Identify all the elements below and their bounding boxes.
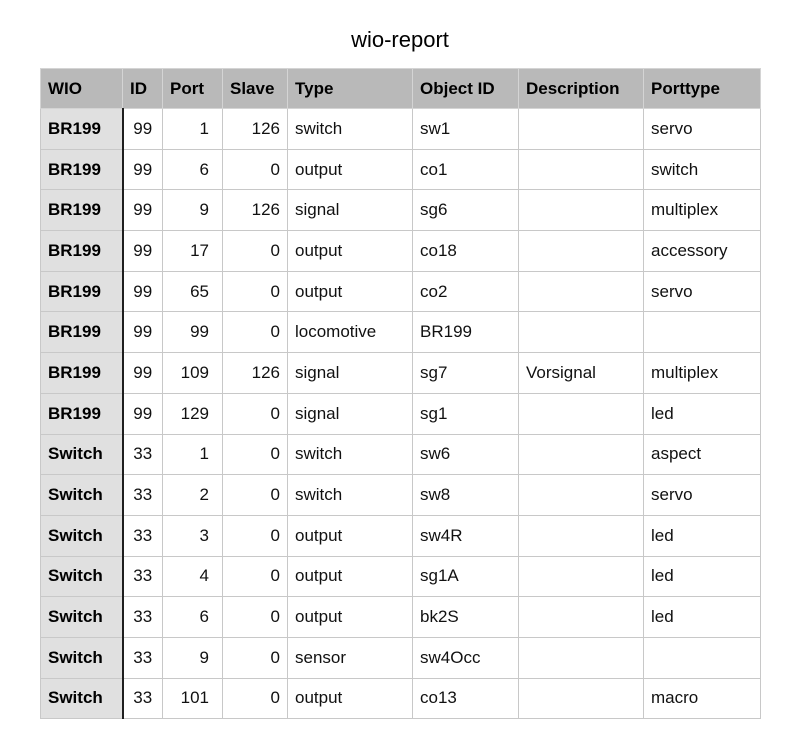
table-cell: switch <box>288 109 413 150</box>
table-cell: switch <box>288 434 413 475</box>
table-cell: multiplex <box>644 190 761 231</box>
table-row <box>41 149 761 190</box>
table-row <box>41 190 761 231</box>
page-title: wio-report <box>351 27 449 52</box>
table-cell: 33 <box>123 475 163 516</box>
table-cell: sg7 <box>413 353 519 394</box>
row-header-cell: Switch <box>41 434 123 475</box>
table-cell <box>519 556 644 597</box>
table-cell: 9 <box>163 637 223 678</box>
table-row <box>41 271 761 312</box>
column-header-id: ID <box>123 69 163 109</box>
row-header-cell: Switch <box>41 556 123 597</box>
table-cell: 0 <box>223 475 288 516</box>
table-row <box>41 109 761 150</box>
table-cell: servo <box>644 475 761 516</box>
table-row <box>41 637 761 678</box>
table-cell: 99 <box>123 312 163 353</box>
header-row <box>41 69 761 109</box>
table-cell: accessory <box>644 231 761 272</box>
table-cell: sensor <box>288 637 413 678</box>
table-cell <box>519 597 644 638</box>
table-cell: sw4Occ <box>413 637 519 678</box>
table-row <box>41 231 761 272</box>
row-header-cell: Switch <box>41 515 123 556</box>
table-row <box>41 434 761 475</box>
table-cell: 9 <box>163 190 223 231</box>
table-row <box>41 353 761 394</box>
table-cell: sw6 <box>413 434 519 475</box>
table-cell: 33 <box>123 678 163 719</box>
table-cell <box>519 434 644 475</box>
table-cell: 2 <box>163 475 223 516</box>
table-cell: co2 <box>413 271 519 312</box>
table-cell: 6 <box>163 149 223 190</box>
table-cell: signal <box>288 353 413 394</box>
table-cell: 33 <box>123 597 163 638</box>
table-cell: multiplex <box>644 353 761 394</box>
table-cell: aspect <box>644 434 761 475</box>
table-cell <box>519 109 644 150</box>
table-row <box>41 393 761 434</box>
row-header-cell: BR199 <box>41 149 123 190</box>
table-cell: sw4R <box>413 515 519 556</box>
wio-report-table <box>40 68 761 719</box>
table-cell: BR199 <box>413 312 519 353</box>
table-cell: 33 <box>123 556 163 597</box>
table-cell: switch <box>644 149 761 190</box>
table-cell: locomotive <box>288 312 413 353</box>
table-row <box>41 678 761 719</box>
table-cell: macro <box>644 678 761 719</box>
table-cell: 0 <box>223 597 288 638</box>
table-cell <box>519 312 644 353</box>
table-cell <box>644 312 761 353</box>
table-cell: output <box>288 678 413 719</box>
table-cell: co18 <box>413 231 519 272</box>
table-cell: signal <box>288 393 413 434</box>
column-header-port: Port <box>163 69 223 109</box>
row-header-cell: BR199 <box>41 190 123 231</box>
table-cell: 99 <box>123 149 163 190</box>
table-cell: led <box>644 393 761 434</box>
table-cell <box>519 678 644 719</box>
table-cell: 33 <box>123 515 163 556</box>
table-cell: 0 <box>223 678 288 719</box>
table-cell: sg1A <box>413 556 519 597</box>
table-cell: 99 <box>123 231 163 272</box>
table-cell: servo <box>644 271 761 312</box>
table-cell: 3 <box>163 515 223 556</box>
table-cell: 101 <box>163 678 223 719</box>
table-cell: led <box>644 597 761 638</box>
row-header-cell: BR199 <box>41 109 123 150</box>
table-cell: switch <box>288 475 413 516</box>
table-cell: 6 <box>163 597 223 638</box>
table-cell: 4 <box>163 556 223 597</box>
table-cell <box>519 149 644 190</box>
row-header-cell: Switch <box>41 475 123 516</box>
table-cell: output <box>288 515 413 556</box>
table-cell <box>519 393 644 434</box>
table-row <box>41 312 761 353</box>
column-header-porttype: Porttype <box>644 69 761 109</box>
table-cell <box>519 231 644 272</box>
table-cell: 126 <box>223 109 288 150</box>
table-cell: sg6 <box>413 190 519 231</box>
table-cell: 0 <box>223 312 288 353</box>
table-cell <box>519 515 644 556</box>
table-cell: 99 <box>123 353 163 394</box>
table-cell: 33 <box>123 434 163 475</box>
table-cell: 1 <box>163 434 223 475</box>
table-cell: led <box>644 515 761 556</box>
table-cell: 99 <box>163 312 223 353</box>
row-header-cell: BR199 <box>41 353 123 394</box>
table-cell: 99 <box>123 271 163 312</box>
table-cell: 129 <box>163 393 223 434</box>
table-cell: 0 <box>223 556 288 597</box>
table-cell <box>644 637 761 678</box>
table-cell: 0 <box>223 271 288 312</box>
table-cell: sw8 <box>413 475 519 516</box>
table-cell: 0 <box>223 149 288 190</box>
row-header-cell: Switch <box>41 678 123 719</box>
table-cell: output <box>288 556 413 597</box>
row-header-cell: Switch <box>41 597 123 638</box>
table-cell: 33 <box>123 637 163 678</box>
column-header-slave: Slave <box>223 69 288 109</box>
row-header-cell: BR199 <box>41 231 123 272</box>
table-cell: 17 <box>163 231 223 272</box>
table-cell: 109 <box>163 353 223 394</box>
table-cell: led <box>644 556 761 597</box>
column-header-type: Type <box>288 69 413 109</box>
table-cell: 0 <box>223 515 288 556</box>
table-cell <box>519 475 644 516</box>
table-row <box>41 556 761 597</box>
table-cell: 0 <box>223 637 288 678</box>
table-cell: co13 <box>413 678 519 719</box>
table-cell: sg1 <box>413 393 519 434</box>
table-cell: 0 <box>223 393 288 434</box>
table-cell: 65 <box>163 271 223 312</box>
table-cell <box>519 271 644 312</box>
table-cell: 99 <box>123 109 163 150</box>
table-cell: servo <box>644 109 761 150</box>
table-cell: sw1 <box>413 109 519 150</box>
table-cell: 0 <box>223 231 288 272</box>
table-cell: output <box>288 149 413 190</box>
row-header-cell: Switch <box>41 637 123 678</box>
table-header <box>41 69 761 109</box>
table-cell: output <box>288 271 413 312</box>
table-cell: 99 <box>123 393 163 434</box>
column-header-wio: WIO <box>41 69 123 109</box>
row-header-cell: BR199 <box>41 312 123 353</box>
table-cell: 126 <box>223 190 288 231</box>
table-cell: co1 <box>413 149 519 190</box>
table-row <box>41 515 761 556</box>
table-cell: 99 <box>123 190 163 231</box>
table-cell: 0 <box>223 434 288 475</box>
table-cell: output <box>288 597 413 638</box>
table-cell <box>519 190 644 231</box>
table-row <box>41 475 761 516</box>
table-cell: 1 <box>163 109 223 150</box>
column-header-object-id: Object ID <box>413 69 519 109</box>
report-table-body <box>41 109 761 719</box>
table-cell: bk2S <box>413 597 519 638</box>
table-cell <box>519 637 644 678</box>
table-cell: 126 <box>223 353 288 394</box>
row-header-cell: BR199 <box>41 393 123 434</box>
table-cell: Vorsignal <box>519 353 644 394</box>
table-cell: output <box>288 231 413 272</box>
table-row <box>41 597 761 638</box>
column-header-description: Description <box>519 69 644 109</box>
row-header-cell: BR199 <box>41 271 123 312</box>
table-cell: signal <box>288 190 413 231</box>
